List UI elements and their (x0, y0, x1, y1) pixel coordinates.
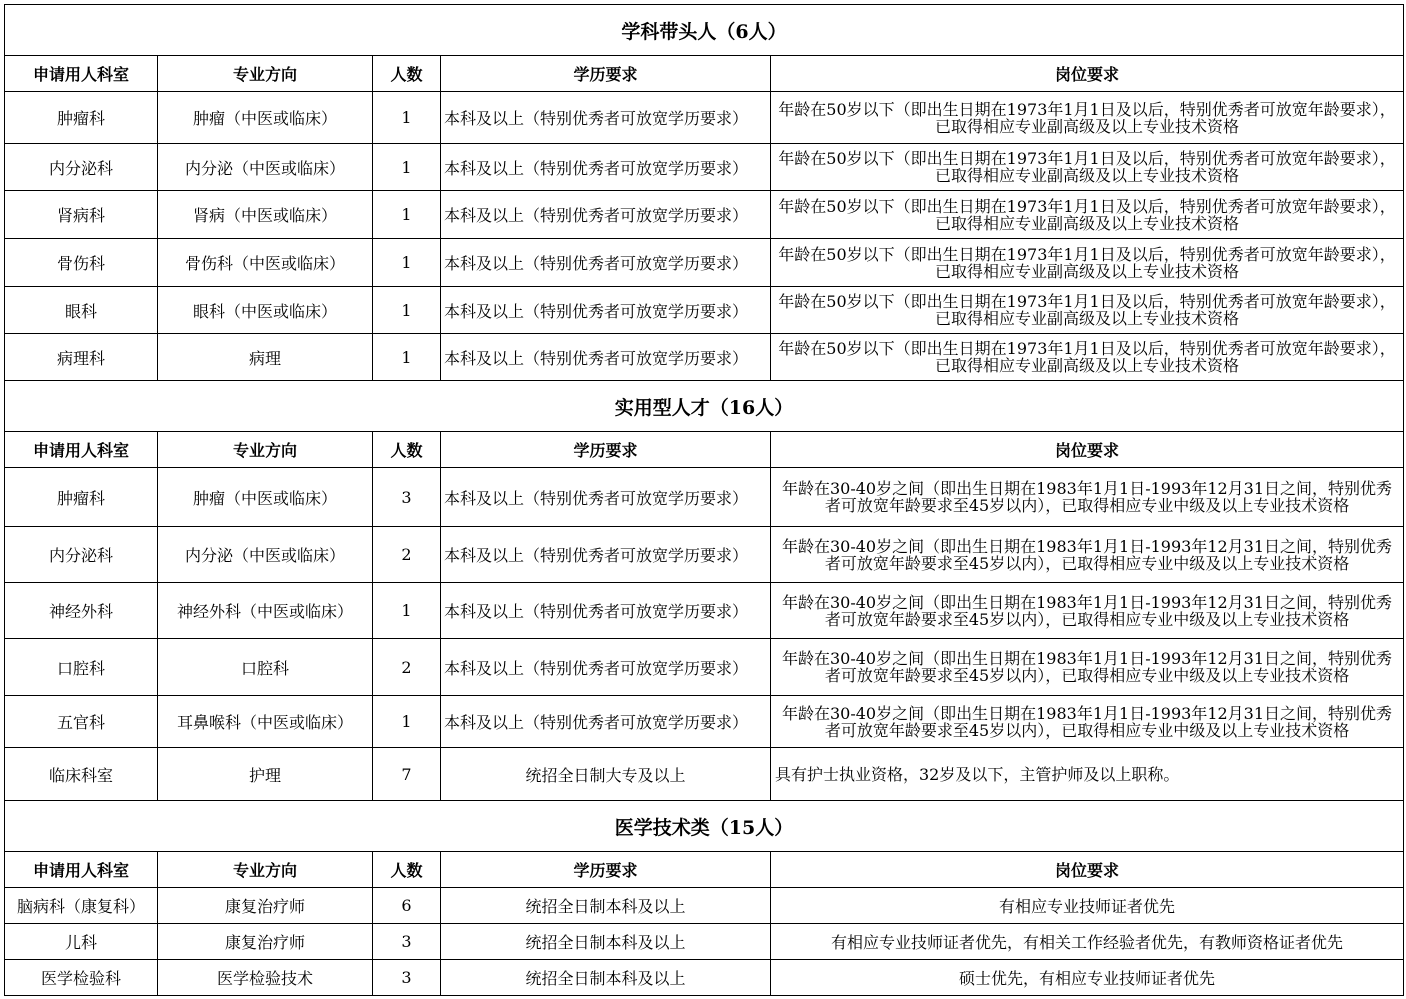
direction-cell: 肿瘤（中医或临床） (158, 468, 373, 527)
dept-cell: 临床科室 (5, 748, 158, 801)
position-cell: 有相应专业技师证者优先 (771, 888, 1404, 924)
section-title-row (5, 5, 1404, 56)
dept-cell: 骨伤科 (5, 239, 158, 287)
dept-cell: 病理科 (5, 334, 158, 381)
direction-cell: 耳鼻喉科（中医或临床） (158, 696, 373, 748)
header-count: 人数 (373, 432, 441, 468)
direction-cell: 肾病（中医或临床） (158, 191, 373, 239)
dept-cell: 儿科 (5, 924, 158, 960)
table-row (5, 191, 1404, 239)
direction-cell: 眼科（中医或临床） (158, 287, 373, 334)
position-cell: 具有护士执业资格，32岁及以下，主管护师及以上职称。 (771, 748, 1404, 801)
table-row (5, 144, 1404, 191)
count-cell: 1 (373, 191, 441, 239)
table-row (5, 924, 1404, 960)
education-cell: 本科及以上（特别优秀者可放宽学历要求） (441, 334, 771, 381)
header-education: 学历要求 (441, 432, 771, 468)
header-direction: 专业方向 (158, 852, 373, 888)
position-cell: 年龄在50岁以下（即出生日期在1973年1月1日及以后，特别优秀者可放宽年龄要求），已取得相应专业副高级及以上专业技术资格 (771, 191, 1404, 239)
count-cell: 7 (373, 748, 441, 801)
direction-cell: 康复治疗师 (158, 924, 373, 960)
education-cell: 本科及以上（特别优秀者可放宽学历要求） (441, 191, 771, 239)
count-cell: 1 (373, 92, 441, 144)
dept-cell: 肿瘤科 (5, 468, 158, 527)
count-cell: 2 (373, 527, 441, 583)
dept-cell: 内分泌科 (5, 527, 158, 583)
position-cell: 硕士优先，有相应专业技师证者优先 (771, 960, 1404, 996)
header-count: 人数 (373, 852, 441, 888)
position-cell: 年龄在50岁以下（即出生日期在1973年1月1日及以后，特别优秀者可放宽年龄要求），已取得相应专业副高级及以上专业技术资格 (771, 92, 1404, 144)
position-cell: 年龄在30-40岁之间（即出生日期在1983年1月1日-1993年12月31日之间，特别优秀者可放宽年龄要求至45岁以内），已取得相应专业中级及以上专业技术资格 (771, 639, 1404, 696)
position-cell: 年龄在30-40岁之间（即出生日期在1983年1月1日-1993年12月31日之间，特别优秀者可放宽年龄要求至45岁以内），已取得相应专业中级及以上专业技术资格 (771, 696, 1404, 748)
dept-cell: 口腔科 (5, 639, 158, 696)
header-education: 学历要求 (441, 852, 771, 888)
direction-cell: 骨伤科（中医或临床） (158, 239, 373, 287)
count-cell: 3 (373, 960, 441, 996)
direction-cell: 神经外科（中医或临床） (158, 583, 373, 639)
table-row (5, 960, 1404, 996)
direction-cell: 口腔科 (158, 639, 373, 696)
position-cell: 有相应专业技师证者优先，有相关工作经验者优先，有教师资格证者优先 (771, 924, 1404, 960)
table-row (5, 239, 1404, 287)
dept-cell: 眼科 (5, 287, 158, 334)
education-cell: 统招全日制本科及以上 (441, 888, 771, 924)
dept-cell: 内分泌科 (5, 144, 158, 191)
section-title: 医学技术类（15人） (5, 801, 1404, 852)
header-position: 岗位要求 (771, 852, 1404, 888)
count-cell: 1 (373, 696, 441, 748)
education-cell: 本科及以上（特别优秀者可放宽学历要求） (441, 639, 771, 696)
table-row (5, 748, 1404, 801)
position-cell: 年龄在30-40岁之间（即出生日期在1983年1月1日-1993年12月31日之间，特别优秀者可放宽年龄要求至45岁以内），已取得相应专业中级及以上专业技术资格 (771, 468, 1404, 527)
table-row (5, 468, 1404, 527)
education-cell: 本科及以上（特别优秀者可放宽学历要求） (441, 527, 771, 583)
dept-cell: 医学检验科 (5, 960, 158, 996)
position-cell: 年龄在30-40岁之间（即出生日期在1983年1月1日-1993年12月31日之间，特别优秀者可放宽年龄要求至45岁以内），已取得相应专业中级及以上专业技术资格 (771, 527, 1404, 583)
header-dept: 申请用人科室 (5, 56, 158, 92)
count-cell: 1 (373, 583, 441, 639)
direction-cell: 内分泌（中医或临床） (158, 527, 373, 583)
section-title-row (5, 381, 1404, 432)
section-title-row (5, 801, 1404, 852)
education-cell: 本科及以上（特别优秀者可放宽学历要求） (441, 468, 771, 527)
header-education: 学历要求 (441, 56, 771, 92)
count-cell: 6 (373, 888, 441, 924)
education-cell: 本科及以上（特别优秀者可放宽学历要求） (441, 287, 771, 334)
education-cell: 本科及以上（特别优秀者可放宽学历要求） (441, 92, 771, 144)
header-dept: 申请用人科室 (5, 432, 158, 468)
direction-cell: 医学检验技术 (158, 960, 373, 996)
header-position: 岗位要求 (771, 432, 1404, 468)
direction-cell: 肿瘤（中医或临床） (158, 92, 373, 144)
position-cell: 年龄在50岁以下（即出生日期在1973年1月1日及以后，特别优秀者可放宽年龄要求），已取得相应专业副高级及以上专业技术资格 (771, 144, 1404, 191)
education-cell: 统招全日制大专及以上 (441, 748, 771, 801)
education-cell: 本科及以上（特别优秀者可放宽学历要求） (441, 583, 771, 639)
count-cell: 3 (373, 468, 441, 527)
recruitment-table (4, 4, 1404, 996)
header-row (5, 852, 1404, 888)
header-row (5, 56, 1404, 92)
education-cell: 本科及以上（特别优秀者可放宽学历要求） (441, 696, 771, 748)
table-row (5, 334, 1404, 381)
section-title: 学科带头人（6人） (5, 5, 1404, 56)
direction-cell: 护理 (158, 748, 373, 801)
count-cell: 2 (373, 639, 441, 696)
table-row (5, 696, 1404, 748)
table-row (5, 888, 1404, 924)
count-cell: 3 (373, 924, 441, 960)
direction-cell: 内分泌（中医或临床） (158, 144, 373, 191)
dept-cell: 五官科 (5, 696, 158, 748)
count-cell: 1 (373, 287, 441, 334)
dept-cell: 神经外科 (5, 583, 158, 639)
header-count: 人数 (373, 56, 441, 92)
header-dept: 申请用人科室 (5, 852, 158, 888)
education-cell: 统招全日制本科及以上 (441, 960, 771, 996)
position-cell: 年龄在50岁以下（即出生日期在1973年1月1日及以后，特别优秀者可放宽年龄要求），已取得相应专业副高级及以上专业技术资格 (771, 287, 1404, 334)
count-cell: 1 (373, 239, 441, 287)
position-cell: 年龄在30-40岁之间（即出生日期在1983年1月1日-1993年12月31日之间，特别优秀者可放宽年龄要求至45岁以内），已取得相应专业中级及以上专业技术资格 (771, 583, 1404, 639)
count-cell: 1 (373, 144, 441, 191)
header-position: 岗位要求 (771, 56, 1404, 92)
education-cell: 本科及以上（特别优秀者可放宽学历要求） (441, 239, 771, 287)
direction-cell: 康复治疗师 (158, 888, 373, 924)
table-row (5, 92, 1404, 144)
education-cell: 统招全日制本科及以上 (441, 924, 771, 960)
count-cell: 1 (373, 334, 441, 381)
header-direction: 专业方向 (158, 56, 373, 92)
direction-cell: 病理 (158, 334, 373, 381)
section-title: 实用型人才（16人） (5, 381, 1404, 432)
header-row (5, 432, 1404, 468)
dept-cell: 肾病科 (5, 191, 158, 239)
position-cell: 年龄在50岁以下（即出生日期在1973年1月1日及以后，特别优秀者可放宽年龄要求），已取得相应专业副高级及以上专业技术资格 (771, 334, 1404, 381)
table-row (5, 287, 1404, 334)
position-cell: 年龄在50岁以下（即出生日期在1973年1月1日及以后，特别优秀者可放宽年龄要求），已取得相应专业副高级及以上专业技术资格 (771, 239, 1404, 287)
dept-cell: 肿瘤科 (5, 92, 158, 144)
table-row (5, 583, 1404, 639)
table-row (5, 527, 1404, 583)
education-cell: 本科及以上（特别优秀者可放宽学历要求） (441, 144, 771, 191)
dept-cell: 脑病科（康复科） (5, 888, 158, 924)
header-direction: 专业方向 (158, 432, 373, 468)
table-row (5, 639, 1404, 696)
